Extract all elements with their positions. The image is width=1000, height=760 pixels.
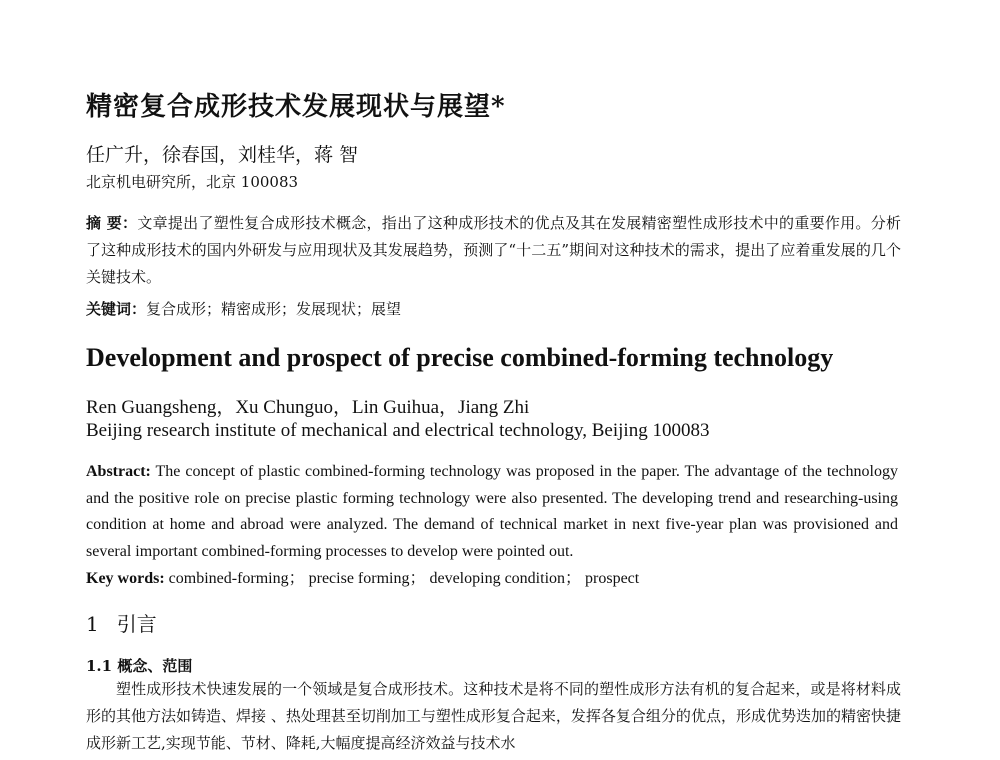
section-title: 引言 bbox=[116, 612, 157, 636]
chinese-abstract-label: 摘 要： bbox=[86, 214, 138, 232]
chinese-abstract-text: 文章提出了塑性复合成形技术概念，指出了这种成形技术的优点及其在发展精密塑性成形技术中的重要作用。分析了这种成形技术的国内外研发与应用现状及其发展趋势，预测了“十二五”期间对这种技术的需求，提出了应着重发展的几个关键技术。 bbox=[86, 214, 901, 286]
subsection-heading-concept-scope: 1.1 概念、范围 bbox=[86, 657, 193, 675]
english-keywords bbox=[86, 565, 639, 588]
english-authors: Ren Guangsheng，Xu Chunguo，Lin Guihua，Jiang Zhi bbox=[86, 397, 530, 418]
chinese-keywords bbox=[86, 298, 401, 319]
english-keywords-label: Key words: bbox=[86, 570, 165, 587]
section-heading-introduction bbox=[86, 608, 157, 637]
chinese-affiliation: 北京机电研究所，北京 100083 bbox=[86, 173, 299, 191]
chinese-abstract bbox=[86, 210, 901, 291]
chinese-keywords-text: 复合成形；精密成形；发展现状；展望 bbox=[146, 300, 402, 318]
english-abstract-text: The concept of plastic combined-forming technology was proposed in the paper. The advantage of the technology and the positive role on precise plastic forming technology were also presented. The developing trend and researching-using condition at home and abroad were analyzed. The demand of technical market in next five-year plan was provisioned and several important combined-forming processes to develop were pointed out. bbox=[86, 463, 898, 560]
chinese-keywords-label: 关键词： bbox=[86, 300, 147, 318]
chinese-authors: 任广升，徐春国，刘桂华，蒋 智 bbox=[86, 144, 359, 166]
english-affiliation: Beijing research institute of mechanical and electrical technology, Beijing 100083 bbox=[86, 420, 710, 441]
english-title: Development and prospect of precise combined-forming technology bbox=[86, 343, 834, 372]
chinese-title: 精密复合成形技术发展现状与展望* bbox=[86, 92, 506, 122]
english-abstract bbox=[86, 459, 898, 565]
english-abstract-label: Abstract: bbox=[86, 463, 151, 480]
english-keywords-text: combined-forming； precise forming； developing condition； prospect bbox=[164, 570, 640, 587]
body-paragraph: 塑性成形技术快速发展的一个领域是复合成形技术。这种技术是将不同的塑性成形方法有机的复合起来，或是将材料成形的其他方法如铸造、焊接 、热处理甚至切削加工与塑性成形复合起来，发挥各复合组分的优点，形成优势迭加的精密快捷成形新工艺,实现节能、节材、降耗,大幅度提高经济效益与技术水 bbox=[86, 680, 901, 752]
section-number: 1 bbox=[86, 612, 99, 636]
